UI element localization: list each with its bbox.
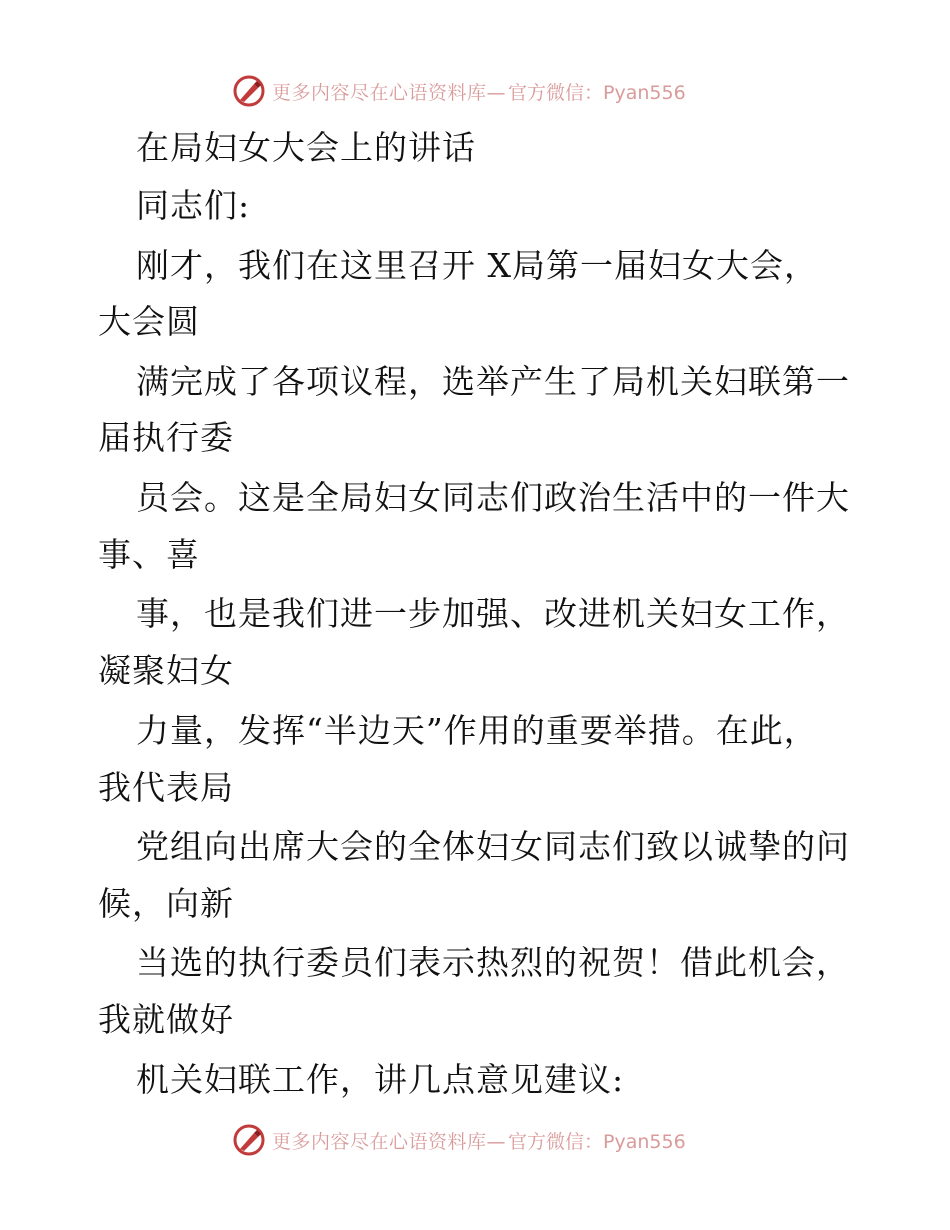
pen-logo-icon <box>232 74 266 108</box>
text-line: 刚才，我们在这里召开 X局第一届妇女大会， <box>136 246 818 285</box>
watermark-text: 更多内容尽在心语资料库— <box>272 1130 507 1153</box>
text-line: 事，也是我们进一步加强、改进机关妇女工作， <box>136 594 850 633</box>
text-line: 满完成了各项议程，选举产生了局机关妇联第一 <box>136 362 850 401</box>
text-line: 我代表局 <box>98 768 234 807</box>
header-watermark <box>232 71 752 111</box>
pen-logo-icon <box>232 1123 266 1157</box>
document-title: 在局妇女大会上的讲话 <box>136 128 476 167</box>
text-line: 机关妇联工作，讲几点意见建议: <box>136 1060 625 1099</box>
text-line: 党组向出席大会的全体妇女同志们致以诚挚的问 <box>136 827 850 866</box>
text-line: 大会圆 <box>98 302 200 341</box>
text-line: 候，向新 <box>98 884 234 923</box>
text-line: 当选的执行委员们表示热烈的祝贺！借此机会， <box>136 943 850 982</box>
salutation: 同志们: <box>136 186 251 225</box>
text-line: 员会。这是全局妇女同志们政治生活中的一件大 <box>136 478 850 517</box>
text-line: 凝聚妇女 <box>98 651 234 690</box>
text-line: 届执行委 <box>98 418 234 457</box>
watermark-contact: 官方微信：Pyan556 <box>508 81 686 104</box>
text-line: 力量，发挥“半边天”作用的重要举措。在此， <box>136 711 818 750</box>
watermark-text: 更多内容尽在心语资料库— <box>272 81 507 104</box>
text-line: 我就做好 <box>98 1000 234 1039</box>
watermark-contact: 官方微信：Pyan556 <box>508 1130 686 1153</box>
footer-watermark <box>232 1120 752 1160</box>
text-line: 事、喜 <box>98 535 200 574</box>
